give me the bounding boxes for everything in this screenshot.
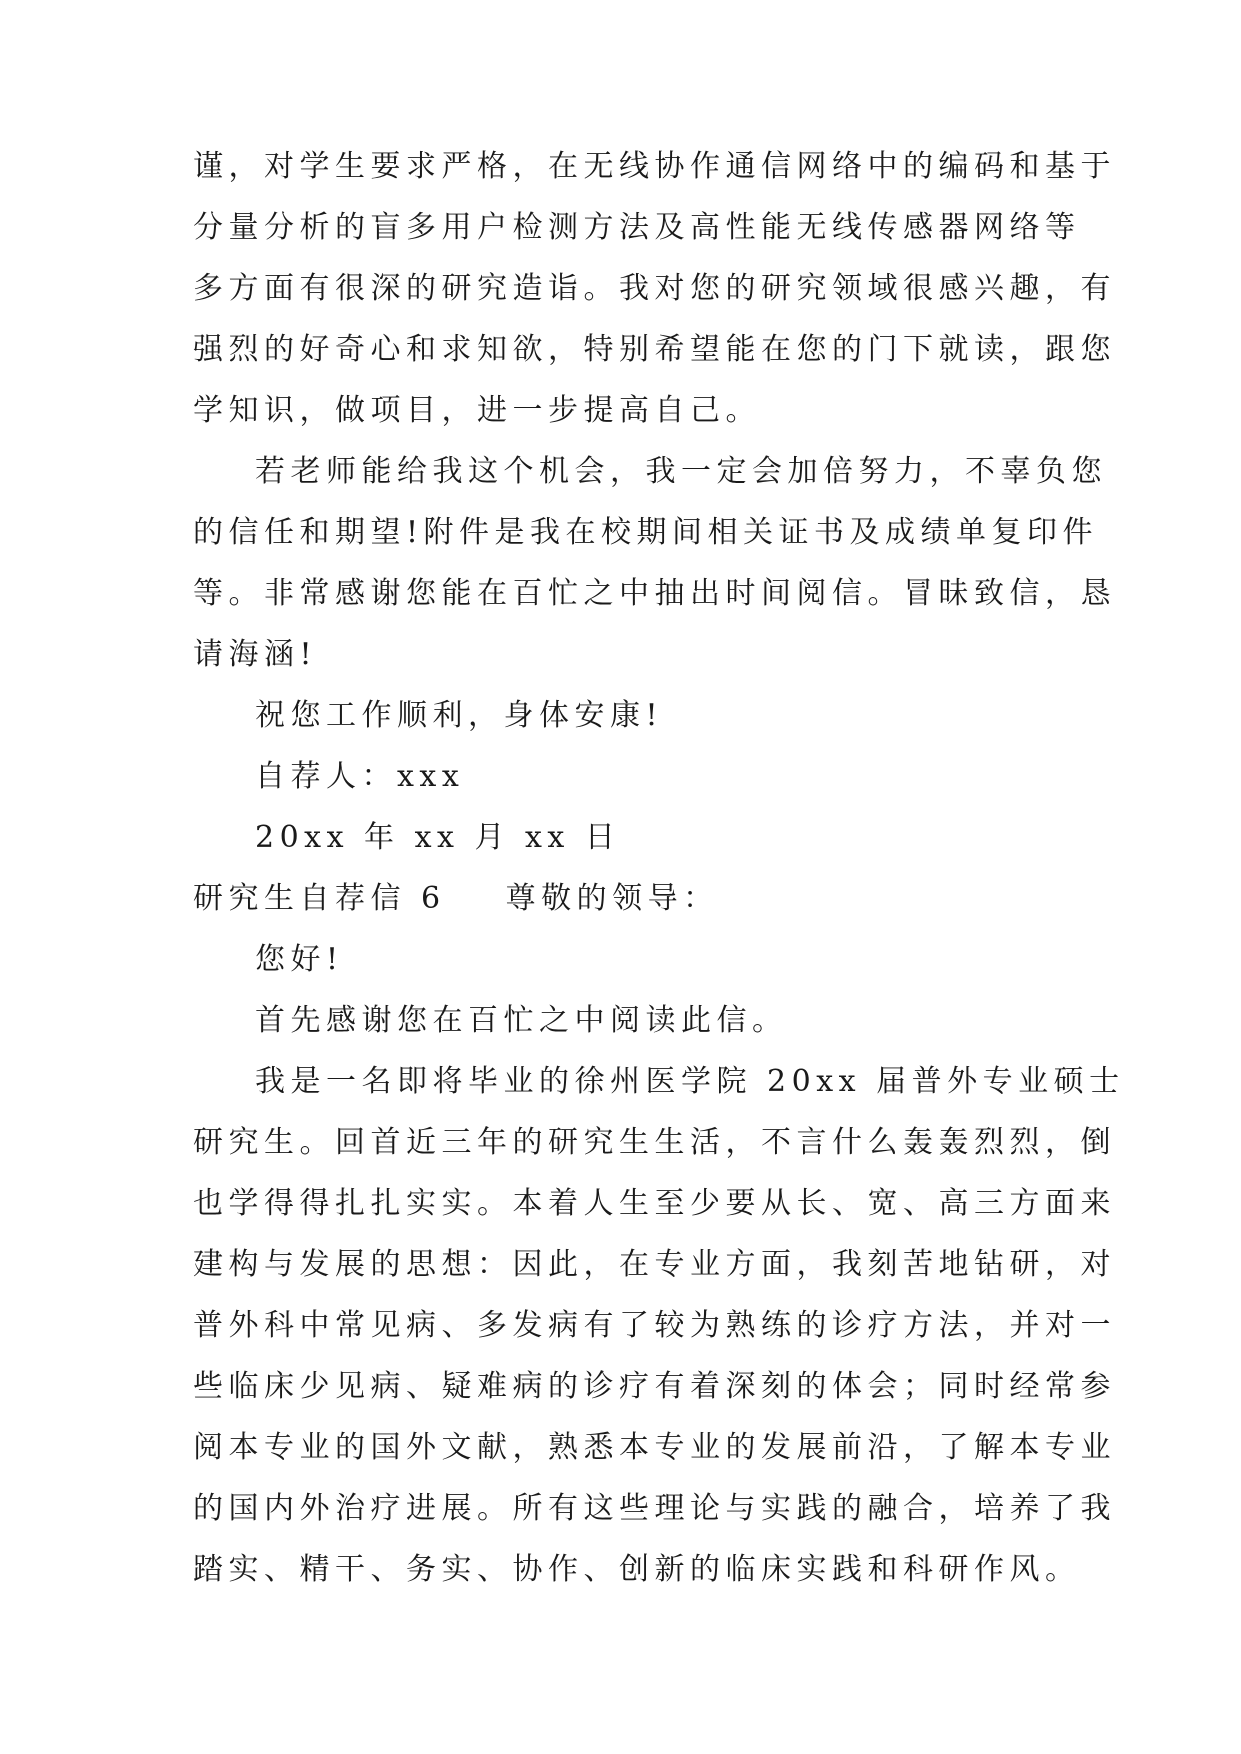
paragraph-line: 些临床少见病、疑难病的诊疗有着深刻的体会；同时经常参 [193,1369,1116,1404]
paragraph-line: 分量分析的盲多用户检测方法及高性能无线传感器网络等 [193,210,1081,245]
paragraph-line: 阅本专业的国外文献，熟悉本专业的发展前沿，了解本专业 [193,1430,1116,1465]
closing-line: 祝您工作顺利，身体安康! [255,698,664,733]
signature-line: 自荐人：xxx [255,759,465,794]
paragraph-line: 研究生。回首近三年的研究生生活，不言什么轰轰烈烈，倒 [193,1125,1116,1160]
paragraph-line: 谨，对学生要求严格，在无线协作通信网络中的编码和基于 [193,149,1116,184]
paragraph-line: 强烈的好奇心和求知欲，特别希望能在您的门下就读，跟您 [193,332,1116,367]
document-body [193,136,1125,1600]
paragraph-line: 的国内外治疗进展。所有这些理论与实践的融合，培养了我 [193,1491,1116,1526]
paragraph-line: 请海涵! [193,637,318,672]
date-line: 20xx 年 xx 月 xx 日 [255,820,621,855]
paragraph-line: 踏实、精干、务实、协作、创新的临床实践和科研作风。 [193,1552,1081,1587]
greeting-line: 您好! [255,942,344,977]
paragraph-line: 学知识，做项目，进一步提高自己。 [193,393,761,428]
paragraph-line: 若老师能给我这个机会，我一定会加倍努力，不辜负您 [255,454,1107,489]
letter-title: 研究生自荐信 6 [193,881,446,916]
letter-salutation: 尊敬的领导： [505,881,719,916]
letter-heading [193,868,1053,929]
paragraph-line: 我是一名即将毕业的徐州医学院 20xx 届普外专业硕士 [255,1064,1125,1099]
paragraph-line: 的信任和期望!附件是我在校期间相关证书及成绩单复印件 [193,515,1099,550]
paragraph-line: 等。非常感谢您能在百忙之中抽出时间阅信。冒昧致信，恳 [193,576,1116,611]
thanks-line: 首先感谢您在百忙之中阅读此信。 [255,1003,788,1038]
paragraph-line: 多方面有很深的研究造诣。我对您的研究领域很感兴趣，有 [193,271,1116,306]
paragraph-line: 普外科中常见病、多发病有了较为熟练的诊疗方法，并对一 [193,1308,1116,1343]
paragraph-line: 也学得得扎扎实实。本着人生至少要从长、宽、高三方面来 [193,1186,1116,1221]
paragraph-line: 建构与发展的思想：因此，在专业方面，我刻苦地钻研，对 [193,1247,1116,1282]
